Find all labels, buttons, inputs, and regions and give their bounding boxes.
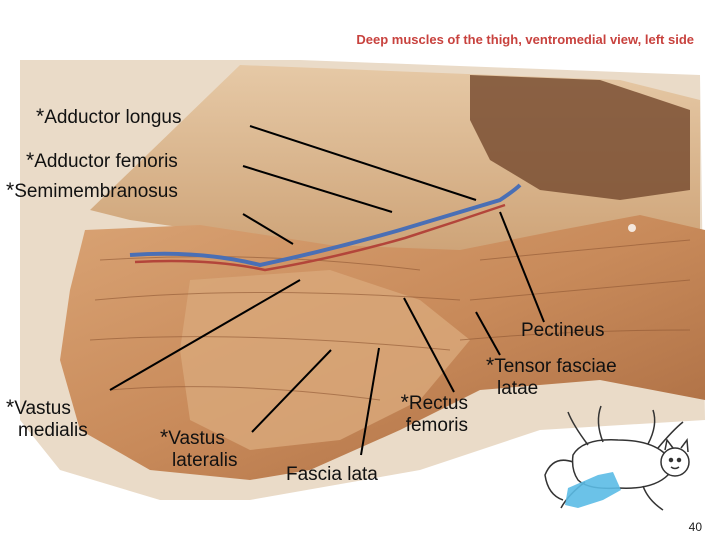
asterisk: * [26,149,35,172]
label-vastus-lateralis [160,427,237,472]
asterisk: * [6,179,15,202]
label-adductor-longus [36,106,182,129]
leader-line-adductor-femoris [243,166,392,212]
label-text-line1: Vastus [14,398,71,419]
figure-title: Deep muscles of the thigh, ventromedial view, left side [356,32,694,47]
leader-line-vastus-lateralis [252,350,331,432]
label-text: Fascia lata [286,464,378,485]
asterisk: * [400,391,409,414]
label-tensor-fasciae-latae [486,355,617,400]
label-fascia-lata [286,464,378,486]
label-text-line2: lateralis [172,450,238,471]
label-text: Semimembranosus [14,181,178,202]
leader-line-rectus-femoris [404,298,454,392]
label-text-line2: latae [497,378,539,399]
asterisk: * [6,396,15,419]
label-text: Adductor femoris [34,151,178,172]
leader-line-tensor-fasciae-latae [476,312,500,355]
asterisk: * [486,354,495,377]
leader-line-semimembranosus [243,214,293,244]
label-text-line1: Tensor fasciae [494,356,617,377]
label-text-line1: Rectus [408,393,468,414]
label-adductor-femoris [26,150,178,173]
label-text: Adductor longus [44,107,182,128]
label-pectineus [521,320,604,342]
label-semimembranosus [6,180,178,203]
label-text-line2: medialis [18,420,88,441]
cat-orientation-icon [543,400,703,518]
asterisk: * [160,426,169,449]
page-number: 40 [688,520,702,534]
label-rectus-femoris [376,392,468,437]
thigh-highlight [565,472,621,508]
label-text-line2: femoris [405,415,468,436]
label-text: Pectineus [521,320,605,341]
asterisk: * [36,105,45,128]
label-text-line1: Vastus [168,428,225,449]
leader-line-pectineus [500,212,544,322]
label-vastus-medialis [6,397,88,442]
leader-line-vastus-medialis [110,280,300,390]
leader-line-adductor-longus [250,126,476,200]
